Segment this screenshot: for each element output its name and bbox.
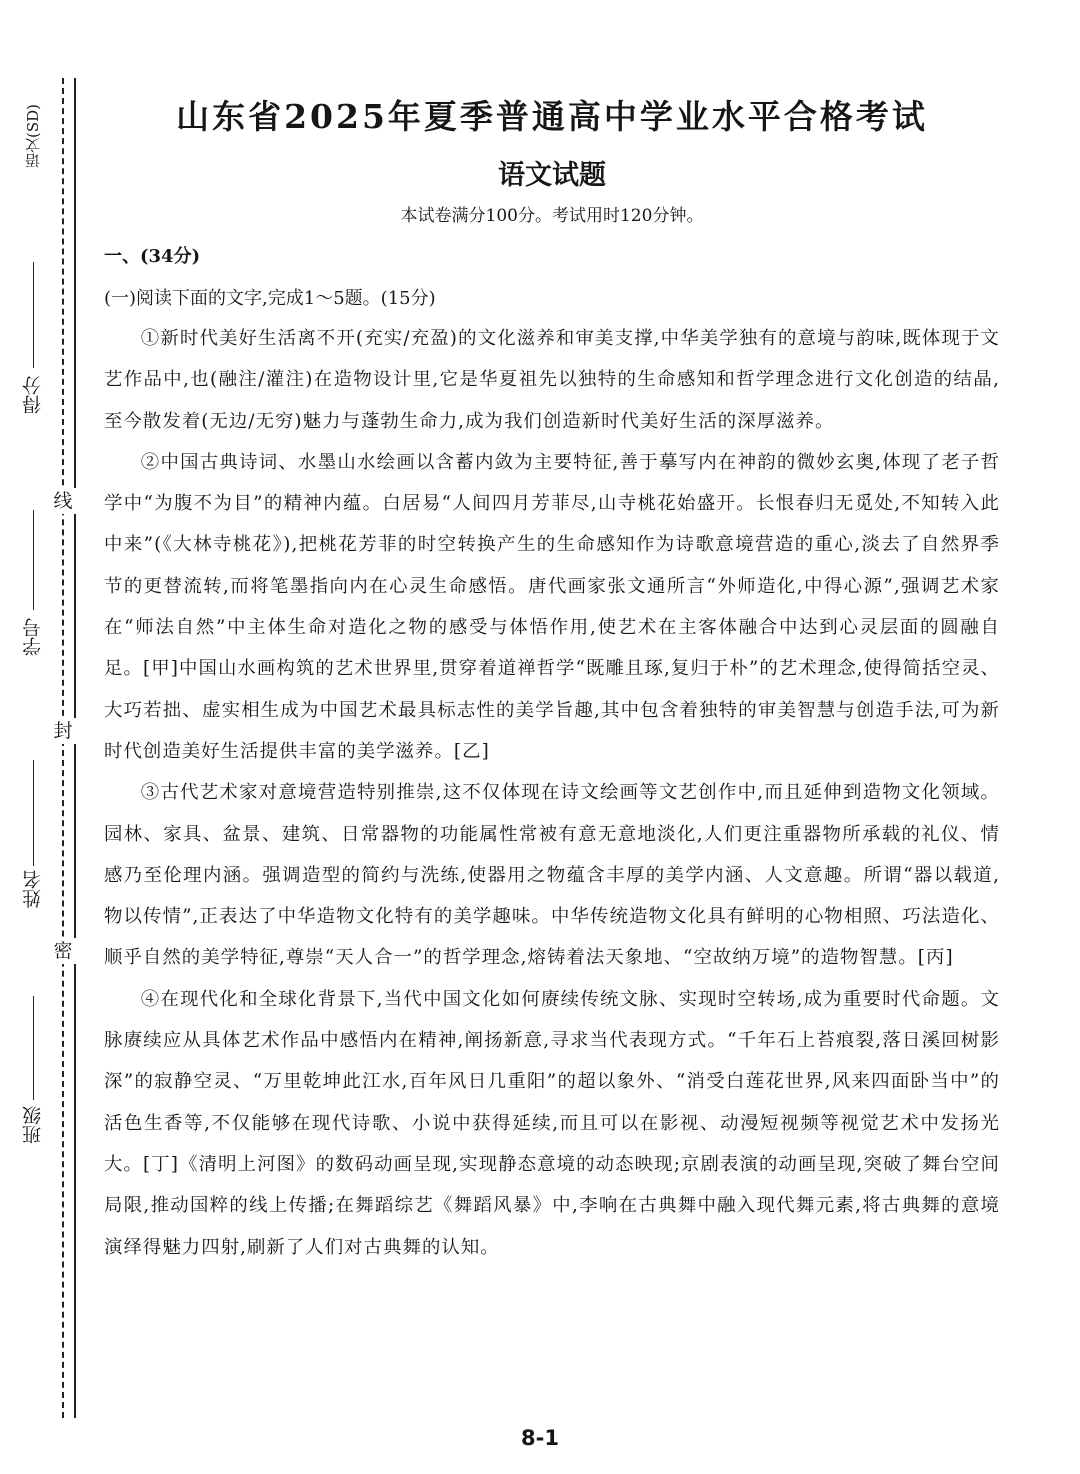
- field-name-label: 姓名: [22, 870, 44, 908]
- seal-word-line: 线: [50, 488, 76, 514]
- binding-margin: [0, 0, 100, 1474]
- field-score-label: 得分: [22, 376, 44, 414]
- seal-dashed-line: [62, 78, 64, 1418]
- reading-part-heading: (一)阅读下面的文字,完成1～5题。(15分): [104, 288, 436, 309]
- seal-word-seal: 封: [50, 718, 76, 744]
- field-class-label: 班级: [22, 1106, 44, 1144]
- exam-page-content: [104, 86, 1000, 1268]
- field-student-id-label: 学号: [22, 618, 44, 656]
- margin-solid-line: [74, 78, 76, 1418]
- paragraph-2: ②中国古典诗词、水墨山水绘画以含蓄内敛为主要特征,善于摹写内在神韵的微妙玄奥,体现了老子哲学中“为腹不为目”的精神内蕴。白居易“人间四月芳菲尽,山寺桃花始盛开。长恨春归无觅处,不知转入此中来”(《大林寺桃花》),把桃花芳菲的时空转换产生的生命感知作为诗歌意境营造的重心,淡去了自然界季节的更替流转,而将笔墨指向内在心灵生命感悟。唐代画家张文通所言“外师造化,中得心源”,强调艺术家在“师法自然”中主体生命对造化之物的感受与体悟作用,使艺术在主客体融合中达到心灵层面的圆融自足。[甲]中国山水画构筑的艺术世界里,贯穿着道禅哲学“既雕且琢,复归于朴”的艺术理念,使得简括空灵、大巧若拙、虚实相生成为中国艺术最具标志性的美学旨趣,其中包含着独特的审美智慧与创造手法,可为新时代创造美好生活提供丰富的美学滋养。[乙]: [104, 451, 1000, 762]
- subject-code-label: 语文(SD): [24, 104, 42, 169]
- name-fill-line: [33, 760, 34, 866]
- score-fill-line: [33, 262, 34, 368]
- paragraph-1: ①新时代美好生活离不开(充实/充盈)的文化滋养和审美支撑,中华美学独有的意境与韵味,既体现于文艺作品中,也(融注/灌注)在造物设计里,它是华夏祖先以独特的生命感知和哲学理念进行文化创造的结晶,至今散发着(无边/无穷)魅力与蓬勃生命力,成为我们创造新时代美好生活的深厚滋养。: [104, 328, 1000, 432]
- paragraph-3: ③古代艺术家对意境营造特别推崇,这不仅体现在诗文绘画等文艺创作中,而且延伸到造物文化领域。园林、家具、盆景、建筑、日常器物的功能属性常被有意无意地淡化,人们更注重器物所承载的礼仪、情感乃至伦理内涵。强调造型的简约与洗练,使器用之物蕴含丰厚的美学内涵、人文意趣。所谓“器以载道,物以传情”,正表达了中华造物文化特有的美学趣味。中华传统造物文化具有鲜明的心物相照、巧法造化、顺乎自然的美学特征,尊崇“天人合一”的哲学理念,熔铸着法天象地、“空故纳万境”的造物智慧。[丙]: [104, 782, 1000, 969]
- paper-title: 语文试题: [498, 160, 606, 191]
- student-id-fill-line: [33, 510, 34, 610]
- page-number: 8-1: [521, 1426, 559, 1450]
- exam-note: 本试卷满分100分。考试用时120分钟。: [400, 206, 704, 226]
- exam-title: 山东省2025年夏季普通高中学业水平合格考试: [176, 97, 928, 136]
- section-heading: 一、(34分): [104, 246, 201, 267]
- class-fill-line: [33, 996, 34, 1100]
- seal-word-secret: 密: [50, 938, 76, 964]
- paragraph-4: ④在现代化和全球化背景下,当代中国文化如何赓续传统文脉、实现时空转场,成为重要时代命题。文脉赓续应从具体艺术作品中感悟内在精神,阐扬新意,寻求当代表现方式。“千年石上苔痕裂,落日溪回树影深”的寂静空灵、“万里乾坤此江水,百年风日几重阳”的超以象外、“消受白莲花世界,风来四面卧当中”的活色生香等,不仅能够在现代诗歌、小说中获得延续,而且可以在影视、动漫短视频等视觉艺术中发扬光大。[丁]《清明上河图》的数码动画呈现,实现静态意境的动态映现;京剧表演的动画呈现,突破了舞台空间局限,推动国粹的线上传播;在舞蹈综艺《舞蹈风暴》中,李响在古典舞中融入现代舞元素,将古典舞的意境演绎得魅力四射,刷新了人们对古典舞的认知。: [104, 988, 1000, 1258]
